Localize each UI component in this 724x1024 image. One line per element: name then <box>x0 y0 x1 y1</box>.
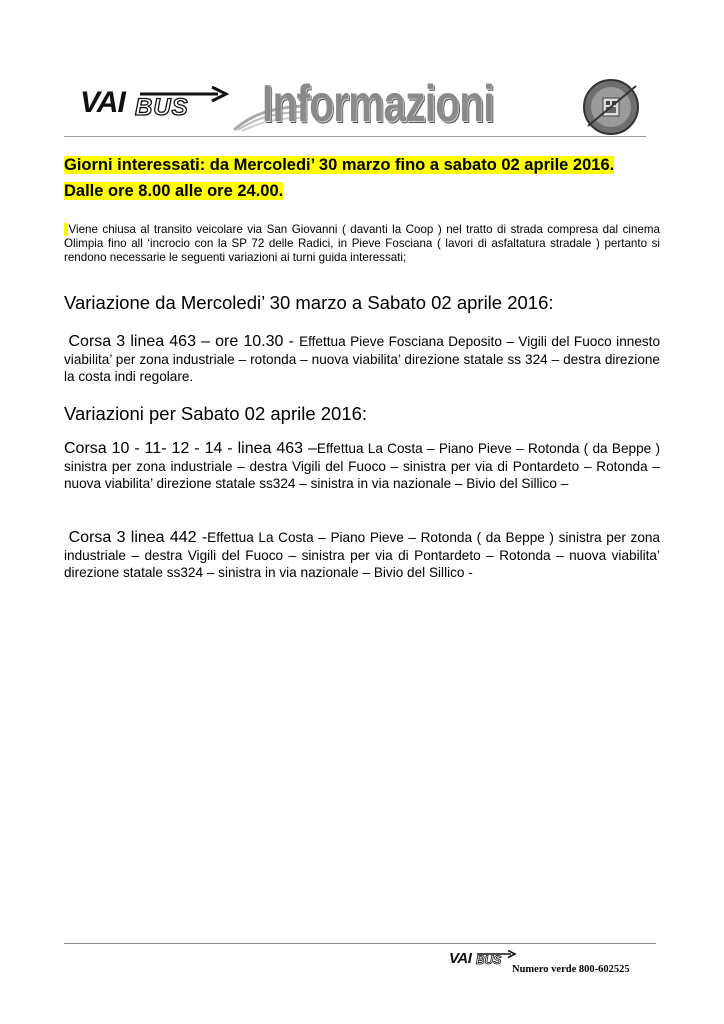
section2-corsa1-lead: Corsa 10 - 11- 12 - 14 - linea 463 – <box>64 440 317 457</box>
section2-corsa1 <box>64 440 660 493</box>
section1-corsa-lead: Corsa 3 linea 463 – ore 10.30 - <box>68 333 300 350</box>
informazioni-banner <box>232 74 552 134</box>
intro-paragraph <box>64 223 660 264</box>
section1-corsa-text: Effettua Pieve Fosciana Deposito – Vigili del Fuoco innesto viabilita’ per zona industriale – rotonda – nuova viabilita’ direzione statale ss 324 – destra direzione la costa indi regolare. <box>64 334 661 384</box>
section2-corsa1-text: Effettua La Costa – Piano Pieve – Rotonda ( da Beppe ) sinistra per zona industriale – destra Vigili del Fuoco – sinistra per via di Pontardeto – Rotonda – nuova viabilita’ direzione statale ss324 – sinistra in via nazionale – Bivio del Sillico – <box>64 441 660 491</box>
footer-vaibus-logo <box>449 950 519 970</box>
vaibus-logo <box>80 84 220 128</box>
footer-logo-vai: VAI <box>449 950 472 967</box>
dates-heading-line2: Dalle ore 8.00 alle ore 24.00. <box>64 182 284 200</box>
dates-heading <box>64 152 684 204</box>
section2-title: Variazioni per Sabato 02 aprile 2016: <box>64 403 368 424</box>
dates-heading-line1: Giorni interessati: da Mercoledi’ 30 marzo fino a sabato 02 aprile 2016. <box>64 156 615 174</box>
logo-vai-text: VAI <box>80 86 125 119</box>
footer-divider <box>64 943 656 944</box>
trasporti-regionali-seal <box>580 76 642 138</box>
footer-logo-bus: BUS <box>476 953 502 967</box>
section2-corsa2-text: Effettua La Costa – Piano Pieve – Rotonda ( da Beppe ) sinistra per zona industriale – destra Vigili del Fuoco – sinistra per via di Pontardeto – Rotonda – nuova viabilita’ direzione statale ss324 – sinistra in via nazionale – Bivio del Sillico - <box>64 530 660 580</box>
banner-title: Informazioni <box>262 75 494 133</box>
numero-verde: Numero verde 800-602525 <box>512 964 630 975</box>
section1-title: Variazione da Mercoledi’ 30 marzo a Sabato 02 aprile 2016: <box>64 292 554 313</box>
header-divider <box>64 136 646 137</box>
section2-corsa2 <box>64 529 660 582</box>
intro-text: Viene chiusa al transito veicolare via San Giovanni ( davanti la Coop ) nel tratto di strada compresa dal cinema Olimpia fino all ‘incrocio con la SP 72 delle Radici, in Pieve Fosciana ( lavori di asfaltatura stradale ) pertanto si rendono necessarie le seguenti variazioni ai turni guida interessati; <box>64 223 660 264</box>
section1-corsa <box>64 333 660 386</box>
logo-bus-text: BUS <box>135 94 189 121</box>
section2-corsa2-lead: Corsa 3 linea 442 - <box>68 529 208 546</box>
